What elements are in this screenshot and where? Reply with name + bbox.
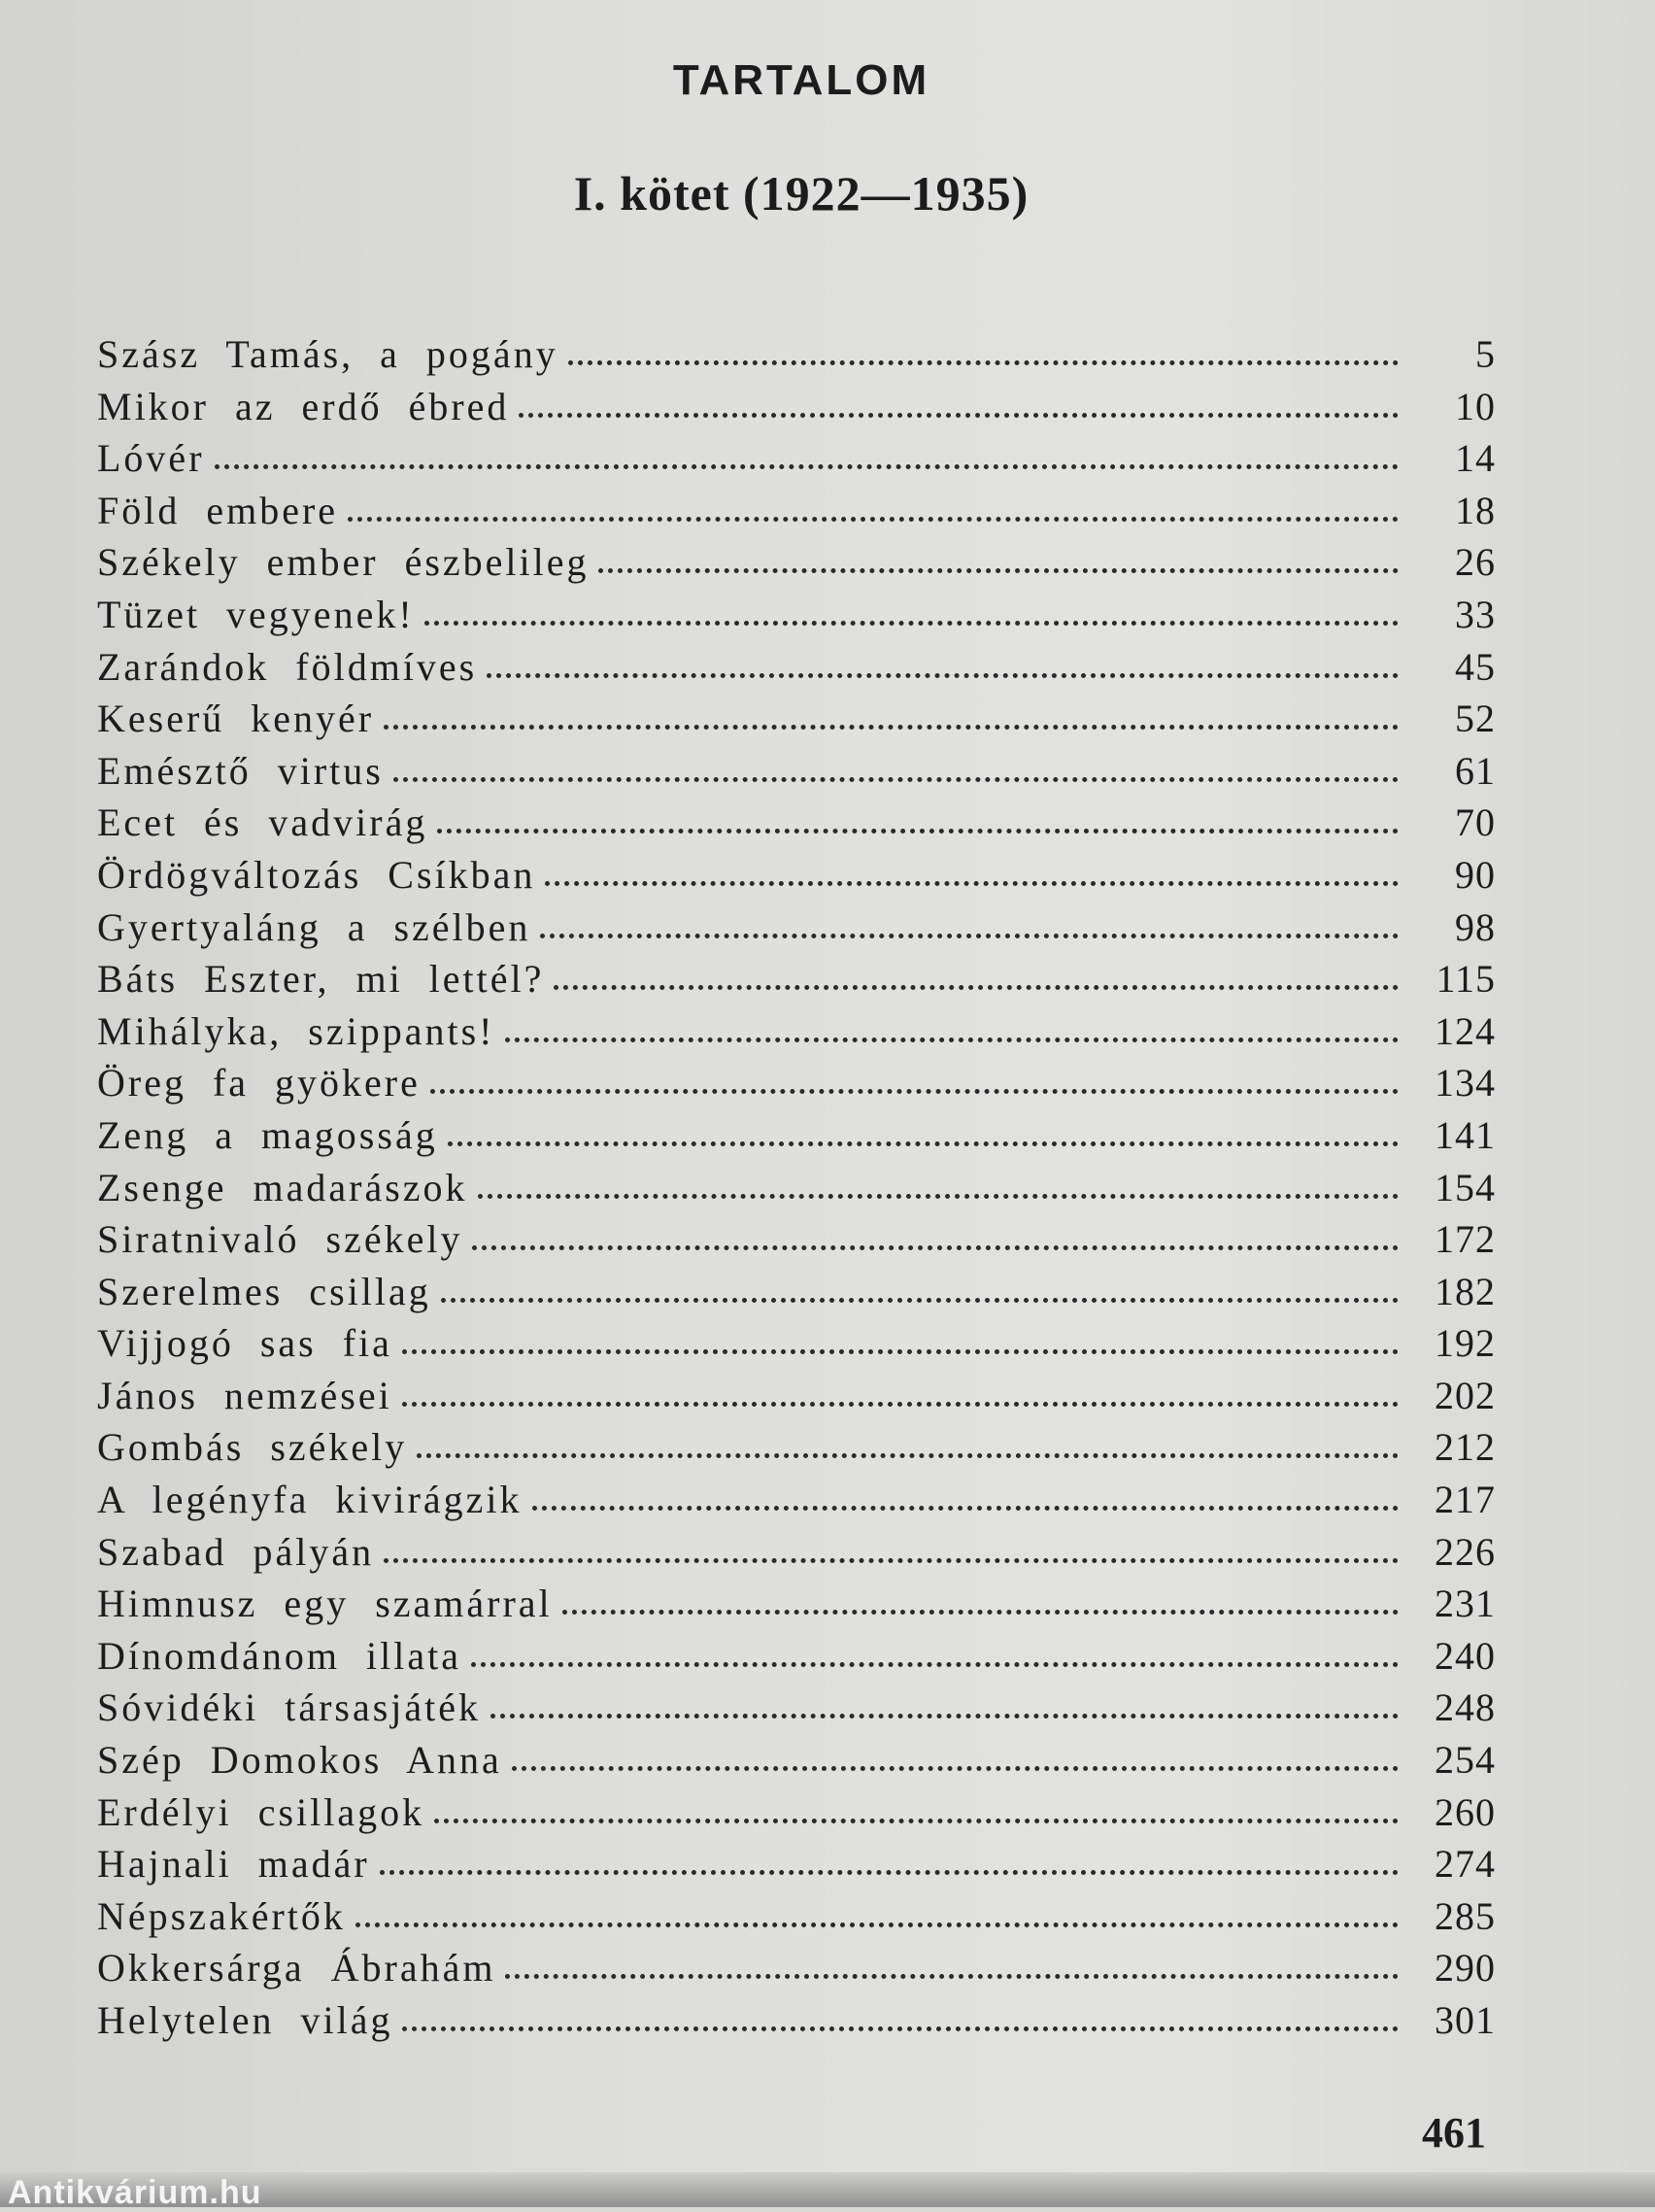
toc-entry-title: Öreg fa gyökere bbox=[97, 1061, 421, 1106]
volume-subtitle: I. kötet (1922—1935) bbox=[573, 166, 1030, 221]
toc-entry-page: 70 bbox=[1455, 800, 1496, 845]
toc-entry-title: Báts Eszter, mi lettél? bbox=[97, 957, 545, 1002]
toc-entry-title: Helytelen világ bbox=[97, 1998, 393, 2042]
toc-entry bbox=[97, 1162, 1496, 1214]
toc-entry-title: Székely ember észbelileg bbox=[97, 540, 590, 585]
toc-entry-title: Dínomdánom illata bbox=[97, 1633, 461, 1678]
dot-leader bbox=[402, 2026, 1399, 2031]
toc-entry-page: 61 bbox=[1455, 748, 1496, 793]
dot-leader bbox=[562, 1610, 1399, 1615]
toc-entry-page: 285 bbox=[1435, 1893, 1496, 1938]
dot-leader bbox=[402, 1349, 1399, 1354]
toc-entry-page: 98 bbox=[1455, 904, 1496, 949]
toc-entry-title: Ördögváltozás Csíkban bbox=[97, 852, 536, 897]
toc-entry-title: Keserű kenyér bbox=[97, 697, 375, 741]
toc-entry-title: Okkersárga Ábrahám bbox=[97, 1946, 496, 1991]
toc-entry-title: Szabad pályán bbox=[97, 1529, 375, 1574]
toc-entry-page: 18 bbox=[1455, 488, 1496, 532]
toc-entry bbox=[97, 745, 1496, 798]
toc-entry bbox=[97, 1994, 1496, 2047]
toc-entry bbox=[97, 1057, 1496, 1109]
dot-leader bbox=[487, 673, 1399, 678]
toc-entry-title: Szerelmes csillag bbox=[97, 1269, 431, 1313]
toc-entry-title: A legényfa kivirágzik bbox=[97, 1478, 523, 1522]
watermark: Antikvárium.hu bbox=[8, 2174, 262, 2211]
dot-leader bbox=[402, 1402, 1399, 1407]
toc-entry bbox=[97, 536, 1496, 589]
dot-leader bbox=[532, 1506, 1399, 1511]
toc-entry bbox=[97, 797, 1496, 849]
toc-entry-page: 192 bbox=[1435, 1321, 1496, 1366]
page-number: 461 bbox=[1422, 2109, 1486, 2157]
toc-entry-page: 134 bbox=[1435, 1061, 1496, 1106]
toc-entry bbox=[97, 1317, 1496, 1370]
toc-entry bbox=[97, 1370, 1496, 1422]
toc-entry-title: Mihályka, szippants! bbox=[97, 1008, 495, 1053]
toc-entry-title: Zarándok földmíves bbox=[97, 644, 478, 689]
toc-entry-title: Vijjogó sas fia bbox=[97, 1321, 392, 1366]
dot-leader bbox=[424, 621, 1399, 626]
toc-entry bbox=[97, 693, 1496, 745]
toc-entry-title: Gombás székely bbox=[97, 1425, 408, 1470]
dot-leader bbox=[355, 1923, 1399, 1927]
dot-leader bbox=[215, 464, 1399, 469]
toc-entry bbox=[97, 1787, 1496, 1839]
toc-entry-page: 26 bbox=[1455, 540, 1496, 585]
toc-entry-page: 10 bbox=[1455, 384, 1496, 428]
toc-entry bbox=[97, 485, 1496, 537]
toc-entry-title: Zsenge madarászok bbox=[97, 1165, 468, 1209]
toc-entry-page: 90 bbox=[1455, 852, 1496, 897]
toc-entry-title: Sóvidéki társasjáték bbox=[97, 1685, 482, 1730]
toc-entry-title: Szász Tamás, a pogány bbox=[97, 332, 558, 376]
toc-entry bbox=[97, 1578, 1496, 1630]
toc-entry-page: 141 bbox=[1435, 1112, 1496, 1157]
dot-leader bbox=[471, 1662, 1399, 1667]
toc-entry bbox=[97, 953, 1496, 1005]
toc-entry-page: 154 bbox=[1435, 1165, 1496, 1209]
toc-entry bbox=[97, 1474, 1496, 1526]
toc-entry bbox=[97, 1630, 1496, 1683]
dot-leader bbox=[448, 1141, 1399, 1146]
toc-entry-title: Erdélyi csillagok bbox=[97, 1789, 425, 1834]
toc-entry-page: 254 bbox=[1435, 1738, 1496, 1783]
dot-leader bbox=[540, 934, 1399, 938]
toc-entry-page: 290 bbox=[1435, 1946, 1496, 1991]
toc-entry bbox=[97, 1109, 1496, 1162]
toc-entry-page: 212 bbox=[1435, 1425, 1496, 1470]
toc-entry bbox=[97, 1942, 1496, 1994]
dot-leader bbox=[519, 413, 1399, 418]
dot-leader bbox=[568, 360, 1399, 365]
dot-leader bbox=[545, 881, 1399, 886]
toc-entry-title: Föld embere bbox=[97, 488, 339, 532]
toc-entry-title: Zeng a magosság bbox=[97, 1112, 438, 1157]
toc-entry bbox=[97, 1266, 1496, 1318]
toc-entry-title: Tüzet vegyenek! bbox=[97, 592, 415, 636]
toc-entry bbox=[97, 1421, 1496, 1474]
toc-entry bbox=[97, 381, 1496, 433]
dot-leader bbox=[505, 1974, 1399, 1979]
toc-entry-page: 33 bbox=[1455, 592, 1496, 636]
dot-leader bbox=[434, 1819, 1399, 1823]
toc-entry-page: 124 bbox=[1435, 1008, 1496, 1053]
toc-entry-title: Ecet és vadvirág bbox=[97, 800, 428, 845]
dot-leader bbox=[598, 568, 1399, 573]
dot-leader bbox=[417, 1453, 1399, 1458]
toc-entry-page: 52 bbox=[1455, 697, 1496, 741]
toc-entry-title: Hajnali madár bbox=[97, 1842, 370, 1887]
dot-leader bbox=[348, 517, 1399, 522]
dot-leader bbox=[380, 1870, 1399, 1875]
dot-leader bbox=[393, 777, 1399, 782]
dot-leader bbox=[441, 1298, 1399, 1303]
dot-leader bbox=[472, 1245, 1399, 1250]
toc-entry-page: 301 bbox=[1435, 1998, 1496, 2042]
toc-entry bbox=[97, 432, 1496, 485]
toc-entry-page: 240 bbox=[1435, 1633, 1496, 1678]
toc-entry-title: Gyertyaláng a szélben bbox=[97, 904, 531, 949]
page-title: TARTALOM bbox=[672, 56, 930, 104]
toc-entry-page: 231 bbox=[1435, 1582, 1496, 1626]
toc-entry-title: Emésztő virtus bbox=[97, 748, 384, 793]
dot-leader bbox=[505, 1038, 1400, 1042]
toc-entry-page: 260 bbox=[1435, 1789, 1496, 1834]
toc-entry-page: 115 bbox=[1435, 957, 1496, 1002]
toc-entry bbox=[97, 1526, 1496, 1579]
toc-entry bbox=[97, 849, 1496, 902]
dot-leader bbox=[430, 1089, 1399, 1094]
toc-entry-page: 217 bbox=[1435, 1478, 1496, 1522]
toc-entry-page: 45 bbox=[1455, 644, 1496, 689]
dot-leader bbox=[478, 1194, 1399, 1199]
toc-entry-title: Siratnivaló székely bbox=[97, 1217, 463, 1262]
toc-entry-title: Himnusz egy szamárral bbox=[97, 1582, 553, 1626]
dot-leader bbox=[554, 985, 1399, 990]
toc-entry-title: Mikor az erdő ébred bbox=[97, 384, 510, 428]
dot-leader bbox=[384, 1558, 1399, 1563]
dot-leader bbox=[512, 1766, 1399, 1771]
toc-entry-page: 14 bbox=[1455, 436, 1496, 481]
toc-entry bbox=[97, 1005, 1496, 1058]
toc-entry-title: Népszakértők bbox=[97, 1893, 346, 1938]
toc-entry-page: 248 bbox=[1435, 1685, 1496, 1730]
dot-leader bbox=[490, 1714, 1399, 1719]
toc-entry bbox=[97, 328, 1496, 381]
toc-entry-title: János nemzései bbox=[97, 1373, 392, 1417]
toc-entry bbox=[97, 1734, 1496, 1787]
table-of-contents bbox=[97, 328, 1496, 2047]
toc-entry bbox=[97, 641, 1496, 694]
toc-entry-page: 5 bbox=[1475, 332, 1496, 376]
toc-entry-page: 226 bbox=[1435, 1529, 1496, 1574]
dot-leader bbox=[384, 725, 1399, 730]
toc-entry bbox=[97, 1890, 1496, 1943]
toc-entry bbox=[97, 902, 1496, 954]
toc-entry-title: Lóvér bbox=[97, 436, 205, 481]
toc-entry-page: 182 bbox=[1435, 1269, 1496, 1313]
toc-entry bbox=[97, 589, 1496, 641]
toc-entry bbox=[97, 1213, 1496, 1266]
dot-leader bbox=[437, 829, 1399, 834]
toc-entry bbox=[97, 1682, 1496, 1734]
toc-entry bbox=[97, 1838, 1496, 1890]
toc-entry-page: 202 bbox=[1435, 1373, 1496, 1417]
toc-entry-title: Szép Domokos Anna bbox=[97, 1738, 502, 1783]
toc-entry-page: 172 bbox=[1435, 1217, 1496, 1262]
toc-entry-page: 274 bbox=[1435, 1842, 1496, 1887]
